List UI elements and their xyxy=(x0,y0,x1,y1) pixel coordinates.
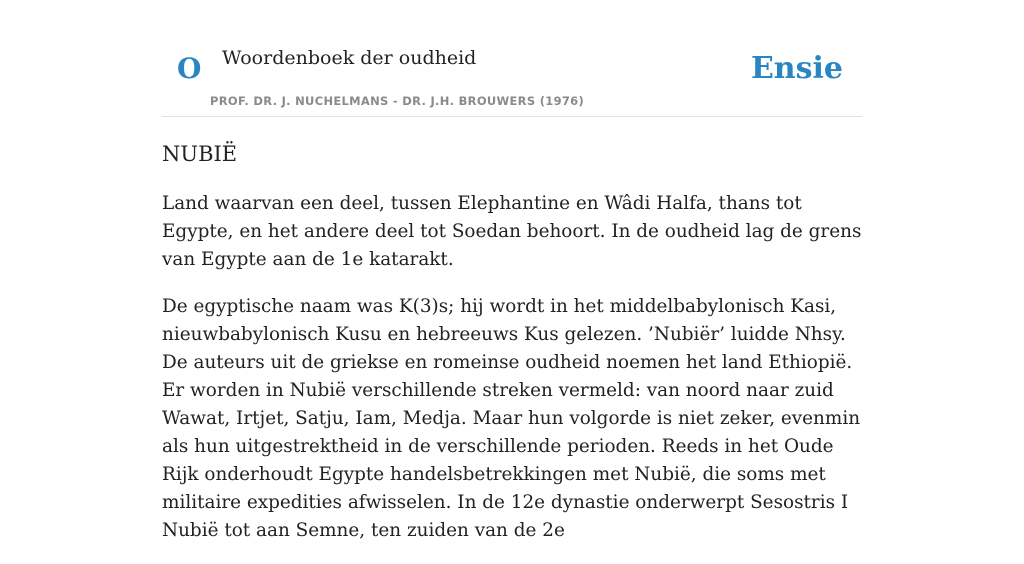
index-letter[interactable]: O xyxy=(177,52,202,85)
brand-logo[interactable]: Ensie xyxy=(750,51,843,86)
entry-title: NUBIË xyxy=(162,142,238,166)
article-paragraph: Land waarvan een deel, tussen Elephantine en Wâdi Halfa, thans tot Egypte, en het andere deel tot Soedan behoort. In de oudheid lag de grens van Egypte aan de 1e katarakt. xyxy=(162,193,862,270)
article-paragraph: De egyptische naam was K(3)s; hij wordt in het middelbabylonisch Kasi, nieuwbabylonisch Kusu en hebreeuws Kus gelezen. ’Nubiër’ luidde Nhsy. De auteurs uit de griekse en romeinse oudheid noemen het land Ethiopië. Er worden in Nubië verschillende streken vermeld: van noord naar zuid Wawat, Irtjet, Satju, Iam, Medja. Maar hun volgorde is niet zeker, evenmin als hun uitgestrektheid in de verschillende perioden. Reeds in het Oude Rijk onderhoudt Egypte handelsbetrekkingen met Nubië, die soms met militaire expedities afwisselen. In de 12e dynastie onderwerpt Sesostris I Nubië tot aan Semne, ten zuiden van de 2e xyxy=(162,296,861,541)
article xyxy=(162,138,862,564)
book-authors: PROF. DR. J. NUCHELMANS - DR. J.H. BROUWERS (1976) xyxy=(210,94,585,108)
header xyxy=(162,38,862,117)
book-title[interactable]: Woordenboek der oudheid xyxy=(222,47,477,69)
